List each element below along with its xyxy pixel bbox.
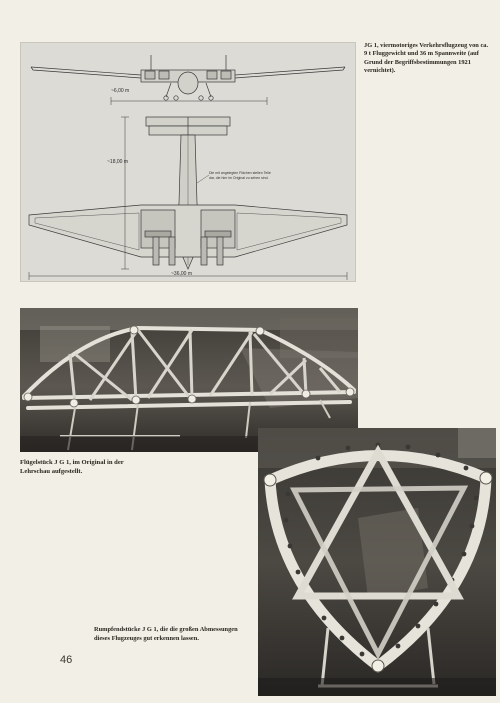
page-number: 46 — [60, 654, 73, 666]
aircraft-three-view-figure — [21, 43, 355, 281]
drawing-note: Die mit angelegten Flächen stellen Teile dar, die hier im Original zu sehen sind. — [209, 171, 271, 180]
length-label: ~18,00 m — [107, 159, 128, 165]
front-span-label: ~6,00 m — [111, 88, 130, 94]
caption-aircraft: JG 1, viermotoriges Verkehrsflugzeug von ca. 9 t Fluggewicht und 36 m Spannweite (auf Grund der Begriffsbestimmungen 1921 vernichtet). — [364, 42, 489, 75]
span-label: ~36,00 m — [171, 271, 192, 277]
caption-wing: Flügelstück J G 1, im Original in der Lehrschau aufgestellt. — [20, 459, 124, 475]
fuselage-section-photo — [258, 428, 496, 696]
aircraft-drawing — [20, 42, 356, 282]
caption-fuselage: Rumpfendstücke J G 1, die die großen Abmessungen dieses Flugzeuges gut erkennen lassen. — [94, 626, 238, 642]
